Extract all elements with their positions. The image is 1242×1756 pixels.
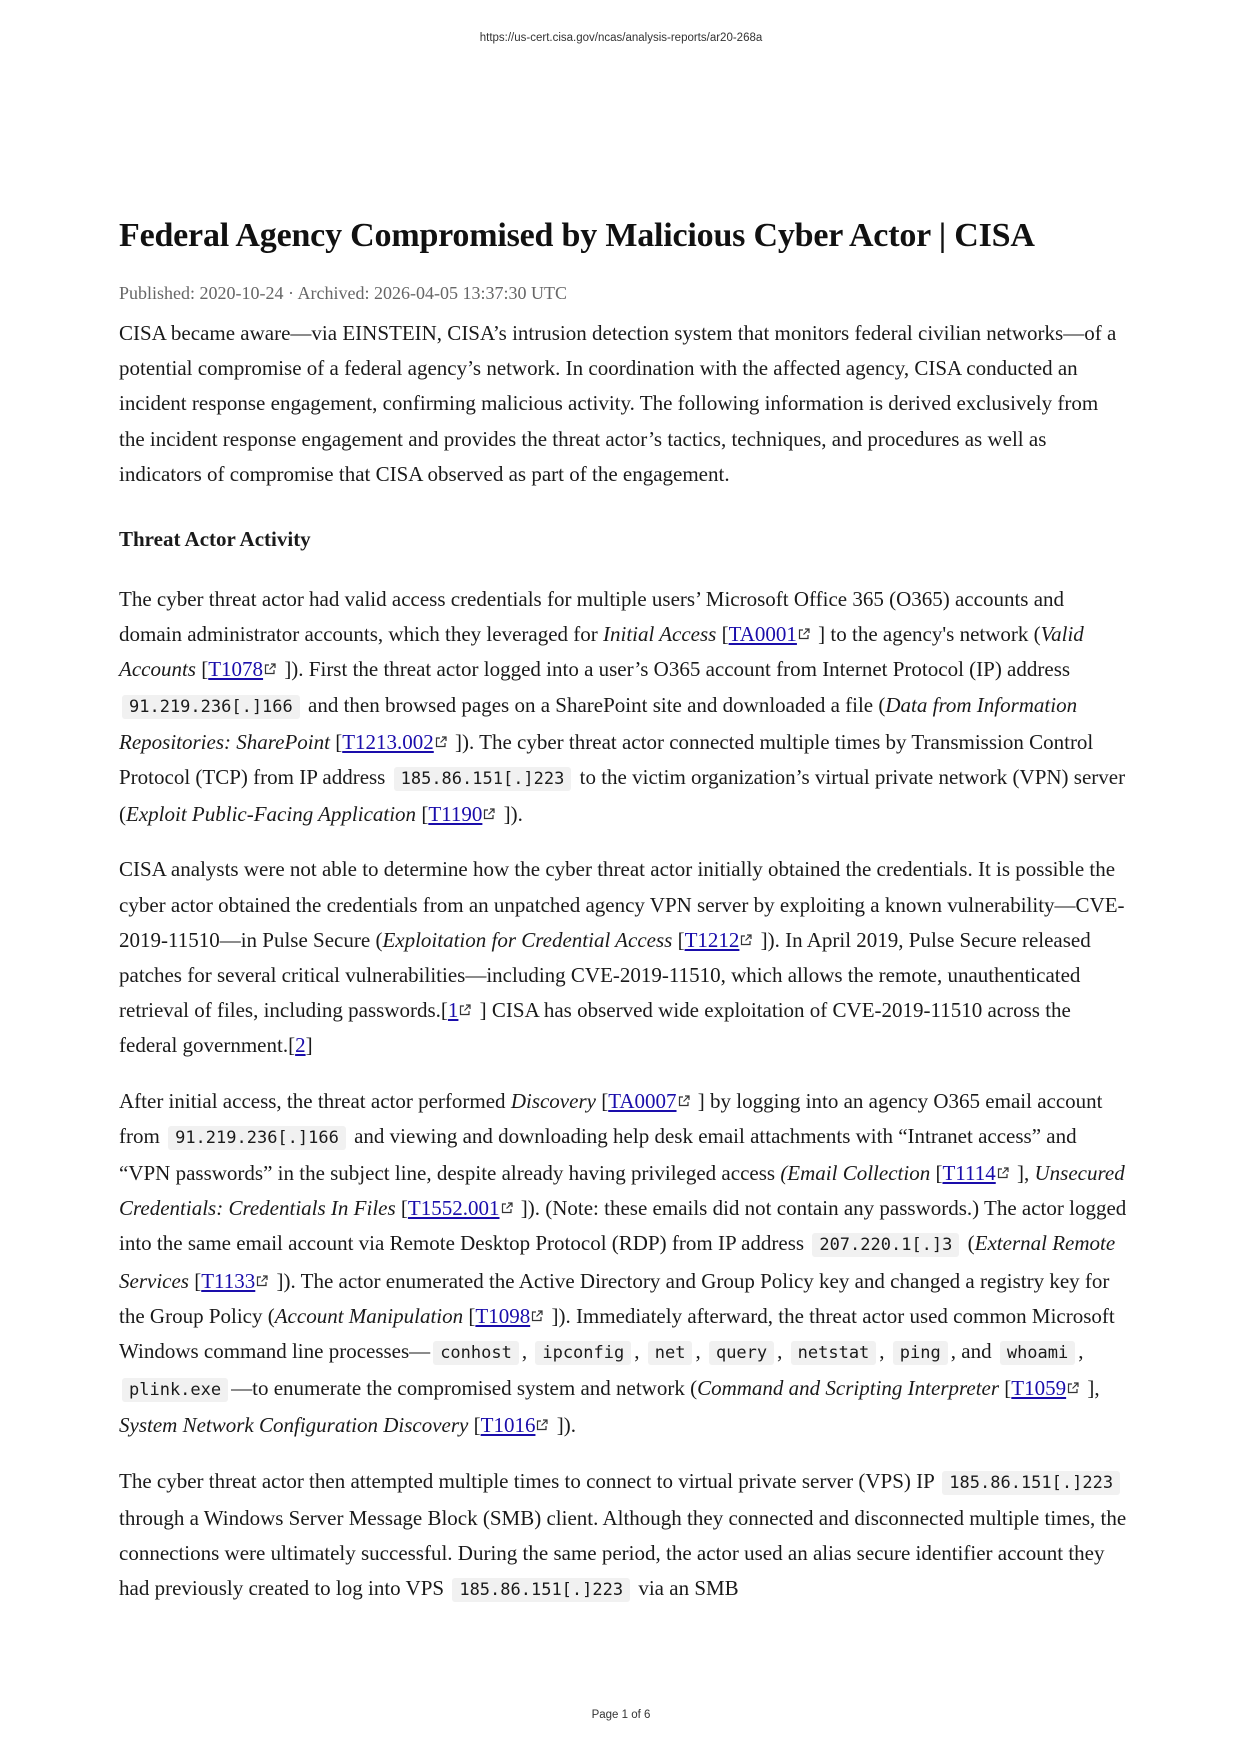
external-link-icon bbox=[483, 808, 495, 820]
paragraph-2: CISA analysts were not able to determine how the cyber threat actor initially obtained the credentials. It is possible the cyber actor obtained the credentials from an unpatched agency VPN server by exploiting a known vulnerability—CVE-2019-11510—in Pulse Secure (Exploitation for Credential Access [T1212 ]). In April 2019, Pulse Secure released patches for several critical vulnerabilities—including CVE-2019-11510, which allows the remote, unauthenticated retrieval of files, including passwords.[1 ] CISA has observed wide exploitation of CVE-2019-11510 across the federal government.[2] bbox=[119, 857, 1125, 1058]
link-t1212[interactable]: T1212 bbox=[684, 927, 740, 952]
section-heading: Threat Actor Activity bbox=[119, 527, 311, 552]
external-link-icon bbox=[459, 1004, 471, 1016]
reference-link-2[interactable]: 2 bbox=[295, 1033, 306, 1058]
external-link-icon bbox=[501, 1202, 513, 1214]
ip-code: 91.219.236[.]166 bbox=[122, 695, 300, 719]
ip-code: 185.86.151[.]223 bbox=[394, 767, 572, 791]
external-link-icon bbox=[678, 1095, 690, 1107]
ip-code: 91.219.236[.]166 bbox=[168, 1126, 346, 1150]
link-t1078[interactable]: T1078 bbox=[208, 657, 264, 682]
command-code: ping bbox=[893, 1341, 948, 1365]
paragraph-4: The cyber threat actor then attempted multiple times to connect to virtual private server (VPS) IP 185.86.151[.]223 through a Windows Server Message Block (SMB) client. Although they connected and disconnected multiple times, the connections were ultimately successful. During the same period, the actor used an alias secure identifier account they had previously created to log into VPS 185.86.151[.]223 via an SMB bbox=[119, 1468, 1127, 1601]
ip-code: 185.86.151[.]223 bbox=[942, 1471, 1120, 1495]
link-ta0001[interactable]: TA0001 bbox=[728, 622, 797, 647]
publish-meta: Published: 2020-10-24 · Archived: 2026-04-05 13:37:30 UTC bbox=[119, 283, 567, 303]
page-url-header: https://us-cert.cisa.gov/ncas/analysis-reports/ar20-268a bbox=[479, 32, 763, 44]
link-t1114[interactable]: T1114 bbox=[942, 1161, 996, 1186]
link-t1098[interactable]: T1098 bbox=[475, 1303, 531, 1328]
command-code: net bbox=[648, 1341, 693, 1365]
link-t1190[interactable]: T1190 bbox=[428, 802, 483, 827]
command-code: netstat bbox=[791, 1341, 877, 1365]
link-t1016[interactable]: T1016 bbox=[480, 1413, 536, 1438]
article bbox=[119, 210, 1129, 1609]
reference-link-1[interactable]: 1 bbox=[447, 998, 459, 1023]
external-link-icon bbox=[798, 628, 810, 640]
link-t1059[interactable]: T1059 bbox=[1011, 1376, 1067, 1401]
paragraph-1: The cyber threat actor had valid access credentials for multiple users’ Microsoft Office 365 (O365) accounts and domain administrator accounts, which they leveraged for Initial Access [TA0001 ] to the agency's network (Valid Accounts [T1078 ]). First the threat actor logged into a user’s O365 account from Internet Protocol (IP) address 91.219.236[.]166 and then browsed pages on a SharePoint site and downloaded a file (Data from Information Repositories: SharePoint [T1213.002 ]). The cyber threat actor connected multiple times by Transmission Control Protocol (TCP) from IP address 185.86.151[.]223 to the victim organization’s virtual private network (VPN) server (Exploit Public-Facing Application [T1190 ]). bbox=[119, 587, 1126, 827]
link-t1133[interactable]: T1133 bbox=[201, 1268, 256, 1293]
external-link-icon bbox=[435, 736, 447, 748]
external-link-icon bbox=[997, 1167, 1009, 1179]
external-link-icon bbox=[536, 1419, 548, 1431]
link-ta0007[interactable]: TA0007 bbox=[608, 1088, 677, 1113]
link-t1213-002[interactable]: T1213.002 bbox=[342, 729, 434, 754]
ip-code: 185.86.151[.]223 bbox=[452, 1578, 630, 1602]
external-link-icon bbox=[1067, 1382, 1079, 1394]
paragraph-3: After initial access, the threat actor performed Discovery [TA0007 ] by logging into an agency O365 email account from 91.219.236[.]166 and viewing and downloading help desk email attachments with “Intranet access” and “VPN passwords” in the subject line, despite already having privileged access (Email Collection [T1114 ], Unsecured Credentials: Credentials In Files [T1552.001 ]). (Note: these emails did not contain any passwords.) The actor logged into the same email account via Remote Desktop Protocol (RDP) from IP address 207.220.1[.]3 (External Remote Services [T1133 ]). The actor enumerated the Active Directory and Group Policy key and changed a registry key for the Group Policy (Account Manipulation [T1098 ]). Immediately afterward, the threat actor used common Microsoft Windows command line processes— conhost , ipconfig , net , query , netstat , ping , and whoami , plink.exe —to enumerate the compromised system and network (Command and Scripting Interpreter [T1059 ], System Network Configuration Discovery [T1016 ]). bbox=[119, 1088, 1127, 1438]
page-number: Page 1 of 6 bbox=[591, 1709, 651, 1721]
command-code: whoami bbox=[1000, 1341, 1075, 1365]
external-link-icon bbox=[740, 934, 752, 946]
external-link-icon bbox=[531, 1310, 543, 1322]
external-link-icon bbox=[264, 663, 276, 675]
link-t1552-001[interactable]: T1552.001 bbox=[407, 1196, 500, 1221]
command-code: ipconfig bbox=[535, 1341, 631, 1365]
command-code: query bbox=[709, 1341, 774, 1365]
external-link-icon bbox=[256, 1275, 268, 1287]
intro-paragraph: CISA became aware—via EINSTEIN, CISA’s intrusion detection system that monitors federal civilian networks—of a potential compromise of a federal agency’s network. In coordination with the affected agency, CISA conducted an incident response engagement, confirming malicious activity. The following information is derived exclusively from the incident response engagement and provides the threat actor’s tactics, techniques, and procedures as well as indicators of compromise that CISA observed as part of the engagement. bbox=[119, 321, 1117, 486]
command-code: plink.exe bbox=[122, 1378, 228, 1402]
ip-code: 207.220.1[.]3 bbox=[812, 1233, 959, 1257]
page-title: Federal Agency Compromised by Malicious Cyber Actor | CISA bbox=[119, 217, 1035, 254]
command-code: conhost bbox=[433, 1341, 519, 1365]
